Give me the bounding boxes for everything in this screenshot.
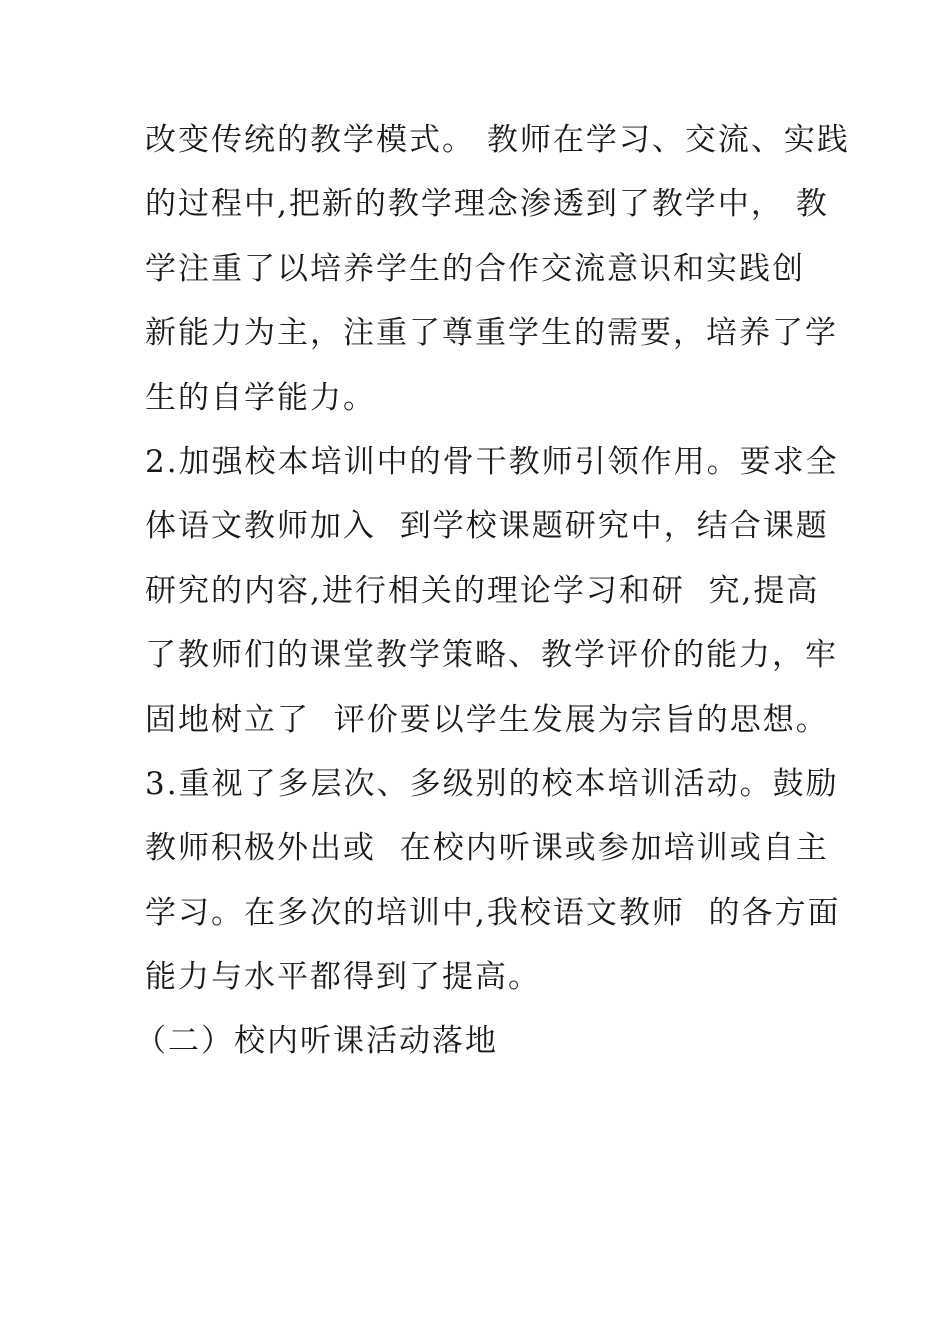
body-line-8: 研究的内容,进行相关的理论学习和研 究,提高 [145, 572, 820, 609]
body-line-3: 学注重了以培养学生的合作交流意识和实践创 [145, 250, 805, 287]
section-heading: （二）校内听课活动落地 [135, 1023, 498, 1060]
body-line-10: 固地树立了 评价要以学生发展为宗旨的思想。 [145, 701, 829, 738]
body-line-7: 体语文教师加入 到学校课题研究中，结合课题 [145, 508, 829, 545]
body-line-1: 改变传统的教学模式。 教师在学习、交流、实践 [145, 122, 850, 158]
body-line-13: 学习。在多次的培训中,我校语文教师 的各方面 [145, 894, 841, 931]
body-line-12: 教师积极外出或 在校内听课或参加培训或自主 [145, 830, 829, 867]
body-line-6: 2.加强校本培训中的骨干教师引领作用。要求全 [145, 443, 839, 480]
body-line-2: 的过程中,把新的教学理念渗透到了教学中， 教 [145, 186, 829, 223]
body-line-4: 新能力为主，注重了尊重学生的需要，培养了学 [145, 315, 838, 352]
body-line-14: 能力与水平都得到了提高。 [145, 959, 541, 996]
document-body [135, 108, 850, 1074]
body-line-5: 生的自学能力。 [145, 379, 376, 416]
body-line-9: 了教师们的课堂教学策略、教学评价的能力，牢 [145, 637, 838, 674]
body-line-11: 3.重视了多层次、多级别的校本培训活动。鼓励 [145, 765, 839, 802]
